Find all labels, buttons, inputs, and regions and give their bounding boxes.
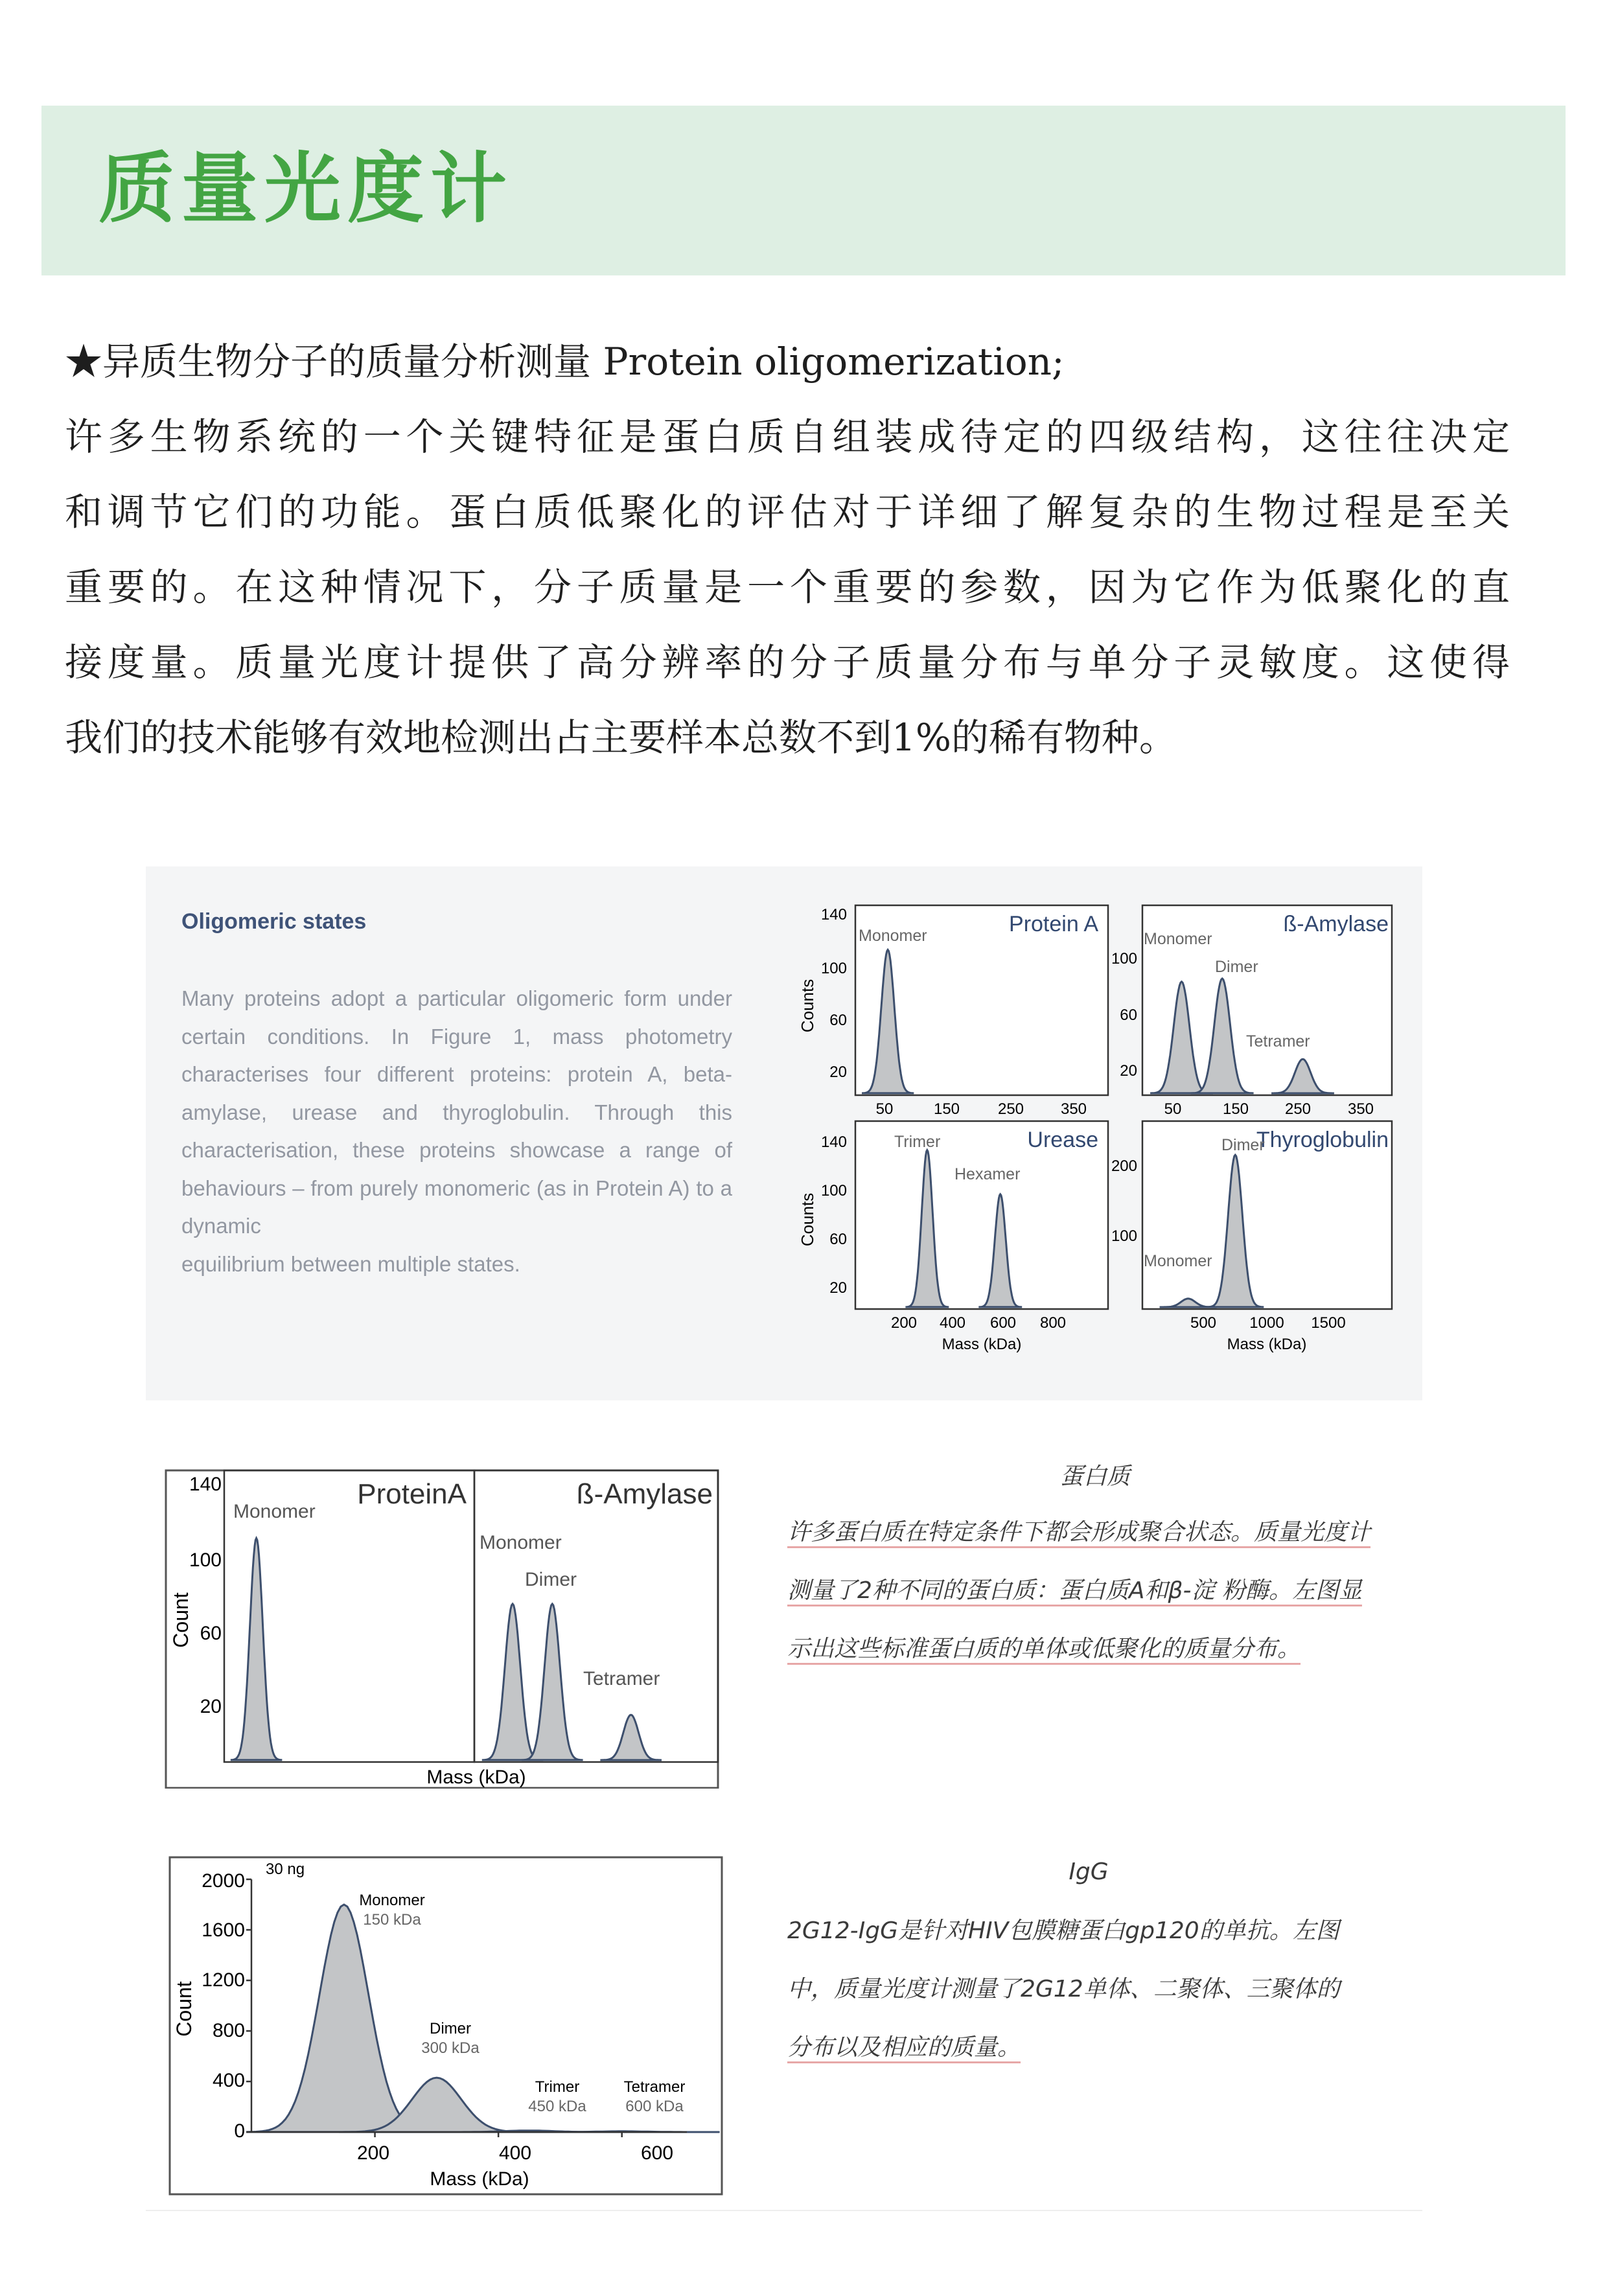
- y-tick-label: 100: [820, 1182, 847, 1200]
- y-tick-label: 60: [200, 1623, 222, 1644]
- intro-line: 许多生物系统的一个关键特征是蛋白质自组装成待定的四级结构，这往往决定: [65, 415, 1510, 459]
- x-tick-label: 200: [890, 1314, 918, 1332]
- y-tick-label: 400: [212, 2070, 245, 2091]
- intro-line: ★异质生物分子的质量分析测量 Protein oligomerization;: [65, 340, 1065, 384]
- igg-chart: [162, 1853, 732, 2203]
- peak-label: Monomer: [359, 1892, 425, 1909]
- peak-label: Dimer: [1215, 958, 1258, 976]
- x-axis-label: Mass (kDa): [430, 2168, 529, 2190]
- peak-sublabel: 450 kDa: [528, 2098, 586, 2115]
- chart-title: ß-Amylase: [1283, 912, 1389, 936]
- bottom-divider: [146, 2210, 1422, 2211]
- x-tick-label: 400: [939, 1314, 966, 1332]
- page-title: 质量光度计: [98, 144, 514, 233]
- intro-text: [65, 324, 1510, 775]
- y-tick-label: 100: [1111, 1227, 1137, 1245]
- peak-label: Dimer: [1221, 1136, 1265, 1154]
- chart-title: Urease: [1027, 1128, 1098, 1152]
- peak-label: Tetramer: [1246, 1032, 1310, 1050]
- x-tick-label: 250: [997, 1100, 1024, 1118]
- y-tick-label: 0: [234, 2120, 245, 2142]
- y-tick-label: 2000: [202, 1870, 245, 1892]
- peak-sublabel: 600 kDa: [625, 2098, 684, 2115]
- y-tick-label: 20: [829, 1279, 847, 1297]
- y-tick-label: 140: [189, 1474, 222, 1495]
- y-axis-label: Count: [172, 1981, 196, 2037]
- chart-title: ß-Amylase: [576, 1478, 713, 1510]
- figure-description-body: Many proteins adopt a particular oligomeric form under certain conditions. In Figure 1, mass photometry characterises four different proteins: protein A, beta-amylase, urease and thyroglobulin. Through this characterisation, these proteins showcase a range of behaviours – from purely monomeric (as in Protein A) to a dynamic: [181, 986, 732, 1238]
- chart-title: Thyroglobulin: [1256, 1128, 1389, 1152]
- chart-annotation: 30 ng: [266, 1861, 305, 1878]
- peak-label: Trimer: [535, 2078, 580, 2096]
- x-tick-label: 350: [1060, 1100, 1087, 1118]
- peak-label: Monomer: [1144, 930, 1212, 948]
- chart-title: ProteinA: [357, 1478, 467, 1510]
- figure-description-last: equilibrium between multiple states.: [181, 1251, 520, 1276]
- header-band: [41, 106, 1566, 275]
- y-tick-label: 60: [829, 1012, 847, 1029]
- x-tick-label: 150: [933, 1100, 960, 1118]
- x-tick-label: 800: [1039, 1314, 1067, 1332]
- peak-label: Tetramer: [623, 2078, 686, 2096]
- peak-label: Hexamer: [954, 1165, 1021, 1183]
- peak-label: Monomer: [1144, 1252, 1212, 1270]
- x-axis-label: Mass (kDa): [426, 1767, 526, 1788]
- peak-label: Tetramer: [583, 1668, 660, 1689]
- y-tick-label: 1200: [202, 1969, 245, 1991]
- chart-protein-a: [798, 905, 1108, 1118]
- peak-label: Trimer: [894, 1133, 941, 1151]
- chart-thyroglobulin: [1111, 1121, 1392, 1353]
- x-tick-label: 50: [875, 1100, 894, 1118]
- y-tick-label: 1600: [202, 1919, 245, 1941]
- x-tick-label: 600: [640, 2142, 674, 2164]
- caption-igg-body: [787, 1902, 1340, 2077]
- peak-label: Dimer: [525, 1569, 577, 1590]
- y-axis-label: Counts: [798, 1192, 817, 1247]
- x-tick-label: 200: [356, 2142, 390, 2164]
- peak-label: Monomer: [233, 1501, 316, 1522]
- caption-line: 许多蛋白质在特定条件下都会形成聚合状态。质量光度计: [787, 1519, 1371, 1546]
- caption-line: 中，质量光度计测量了2G12单体、二聚体、三聚体的: [787, 1976, 1340, 2002]
- y-axis-label: Count: [169, 1592, 192, 1648]
- y-tick-label: 20: [200, 1696, 222, 1717]
- x-tick-label: 500: [1190, 1314, 1217, 1332]
- y-tick-label: 100: [189, 1549, 222, 1571]
- x-tick-label: 1000: [1249, 1314, 1284, 1332]
- caption-igg-title: IgG: [1069, 1859, 1109, 1885]
- y-axis-label: Counts: [798, 979, 817, 1033]
- x-axis-label: Mass (kDa): [1227, 1336, 1307, 1353]
- intro-line: 和调节它们的功能。蛋白质低聚化的评估对于详细了解复杂的生物过程是至关: [65, 490, 1510, 534]
- peak-sublabel: 150 kDa: [363, 1911, 421, 1929]
- y-tick-label: 100: [1111, 950, 1137, 968]
- intro-line: 接度量。质量光度计提供了高分辨率的分子质量分布与单分子灵敏度。这使得: [65, 640, 1510, 684]
- figure-title: Oligomeric states: [181, 909, 367, 934]
- y-tick-label: 60: [1120, 1006, 1137, 1024]
- caption-line: 测量了2种不同的蛋白质：蛋白质A和β-淀 粉酶。左图显: [787, 1577, 1362, 1604]
- y-tick-label: 20: [829, 1063, 847, 1081]
- x-tick-label: 50: [1164, 1100, 1182, 1118]
- peak-label: Monomer: [859, 927, 927, 945]
- x-tick-label: 350: [1347, 1100, 1374, 1118]
- caption-line: 分布以及相应的质量。: [787, 2034, 1021, 2061]
- caption-line: 2G12-IgG是针对HIV包膜糖蛋白gp120的单抗。左图: [787, 1918, 1339, 1944]
- y-tick-label: 20: [1120, 1062, 1137, 1080]
- four-protein-charts: [146, 866, 1422, 1400]
- oligomeric-states-figure: [146, 866, 1422, 1400]
- peak-label: Monomer: [480, 1532, 562, 1553]
- intro-line: 我们的技术能够有效地检测出占主要样本总数不到1%的稀有物种。: [65, 715, 1177, 760]
- caption-protein-body: [787, 1503, 1370, 1678]
- intro-line: 重要的。在这种情况下，分子质量是一个重要的参数，因为它作为低聚化的直: [65, 565, 1510, 609]
- y-tick-label: 100: [820, 960, 847, 977]
- peak-label: Dimer: [430, 2020, 471, 2037]
- caption-line: 示出这些标准蛋白质的单体或低聚化的质量分布。: [787, 1636, 1301, 1662]
- x-tick-label: 600: [989, 1314, 1017, 1332]
- caption-protein-title: 蛋白质: [1059, 1463, 1130, 1490]
- chart-urease: [798, 1121, 1108, 1353]
- y-tick-label: 140: [820, 906, 847, 923]
- x-tick-label: 400: [498, 2142, 532, 2164]
- x-tick-label: 1500: [1311, 1314, 1346, 1332]
- chart-title: Protein A: [1009, 912, 1098, 936]
- peak-sublabel: 300 kDa: [421, 2039, 480, 2057]
- x-tick-label: 150: [1222, 1100, 1249, 1118]
- y-tick-label: 800: [212, 2020, 245, 2041]
- chart-beta-amylase: [1111, 905, 1392, 1118]
- y-tick-label: 200: [1111, 1157, 1137, 1175]
- protein-chart: [162, 1465, 732, 1789]
- y-tick-label: 60: [829, 1231, 847, 1248]
- x-tick-label: 250: [1284, 1100, 1312, 1118]
- x-axis-label: Mass (kDa): [942, 1336, 1022, 1353]
- y-tick-label: 140: [820, 1133, 847, 1151]
